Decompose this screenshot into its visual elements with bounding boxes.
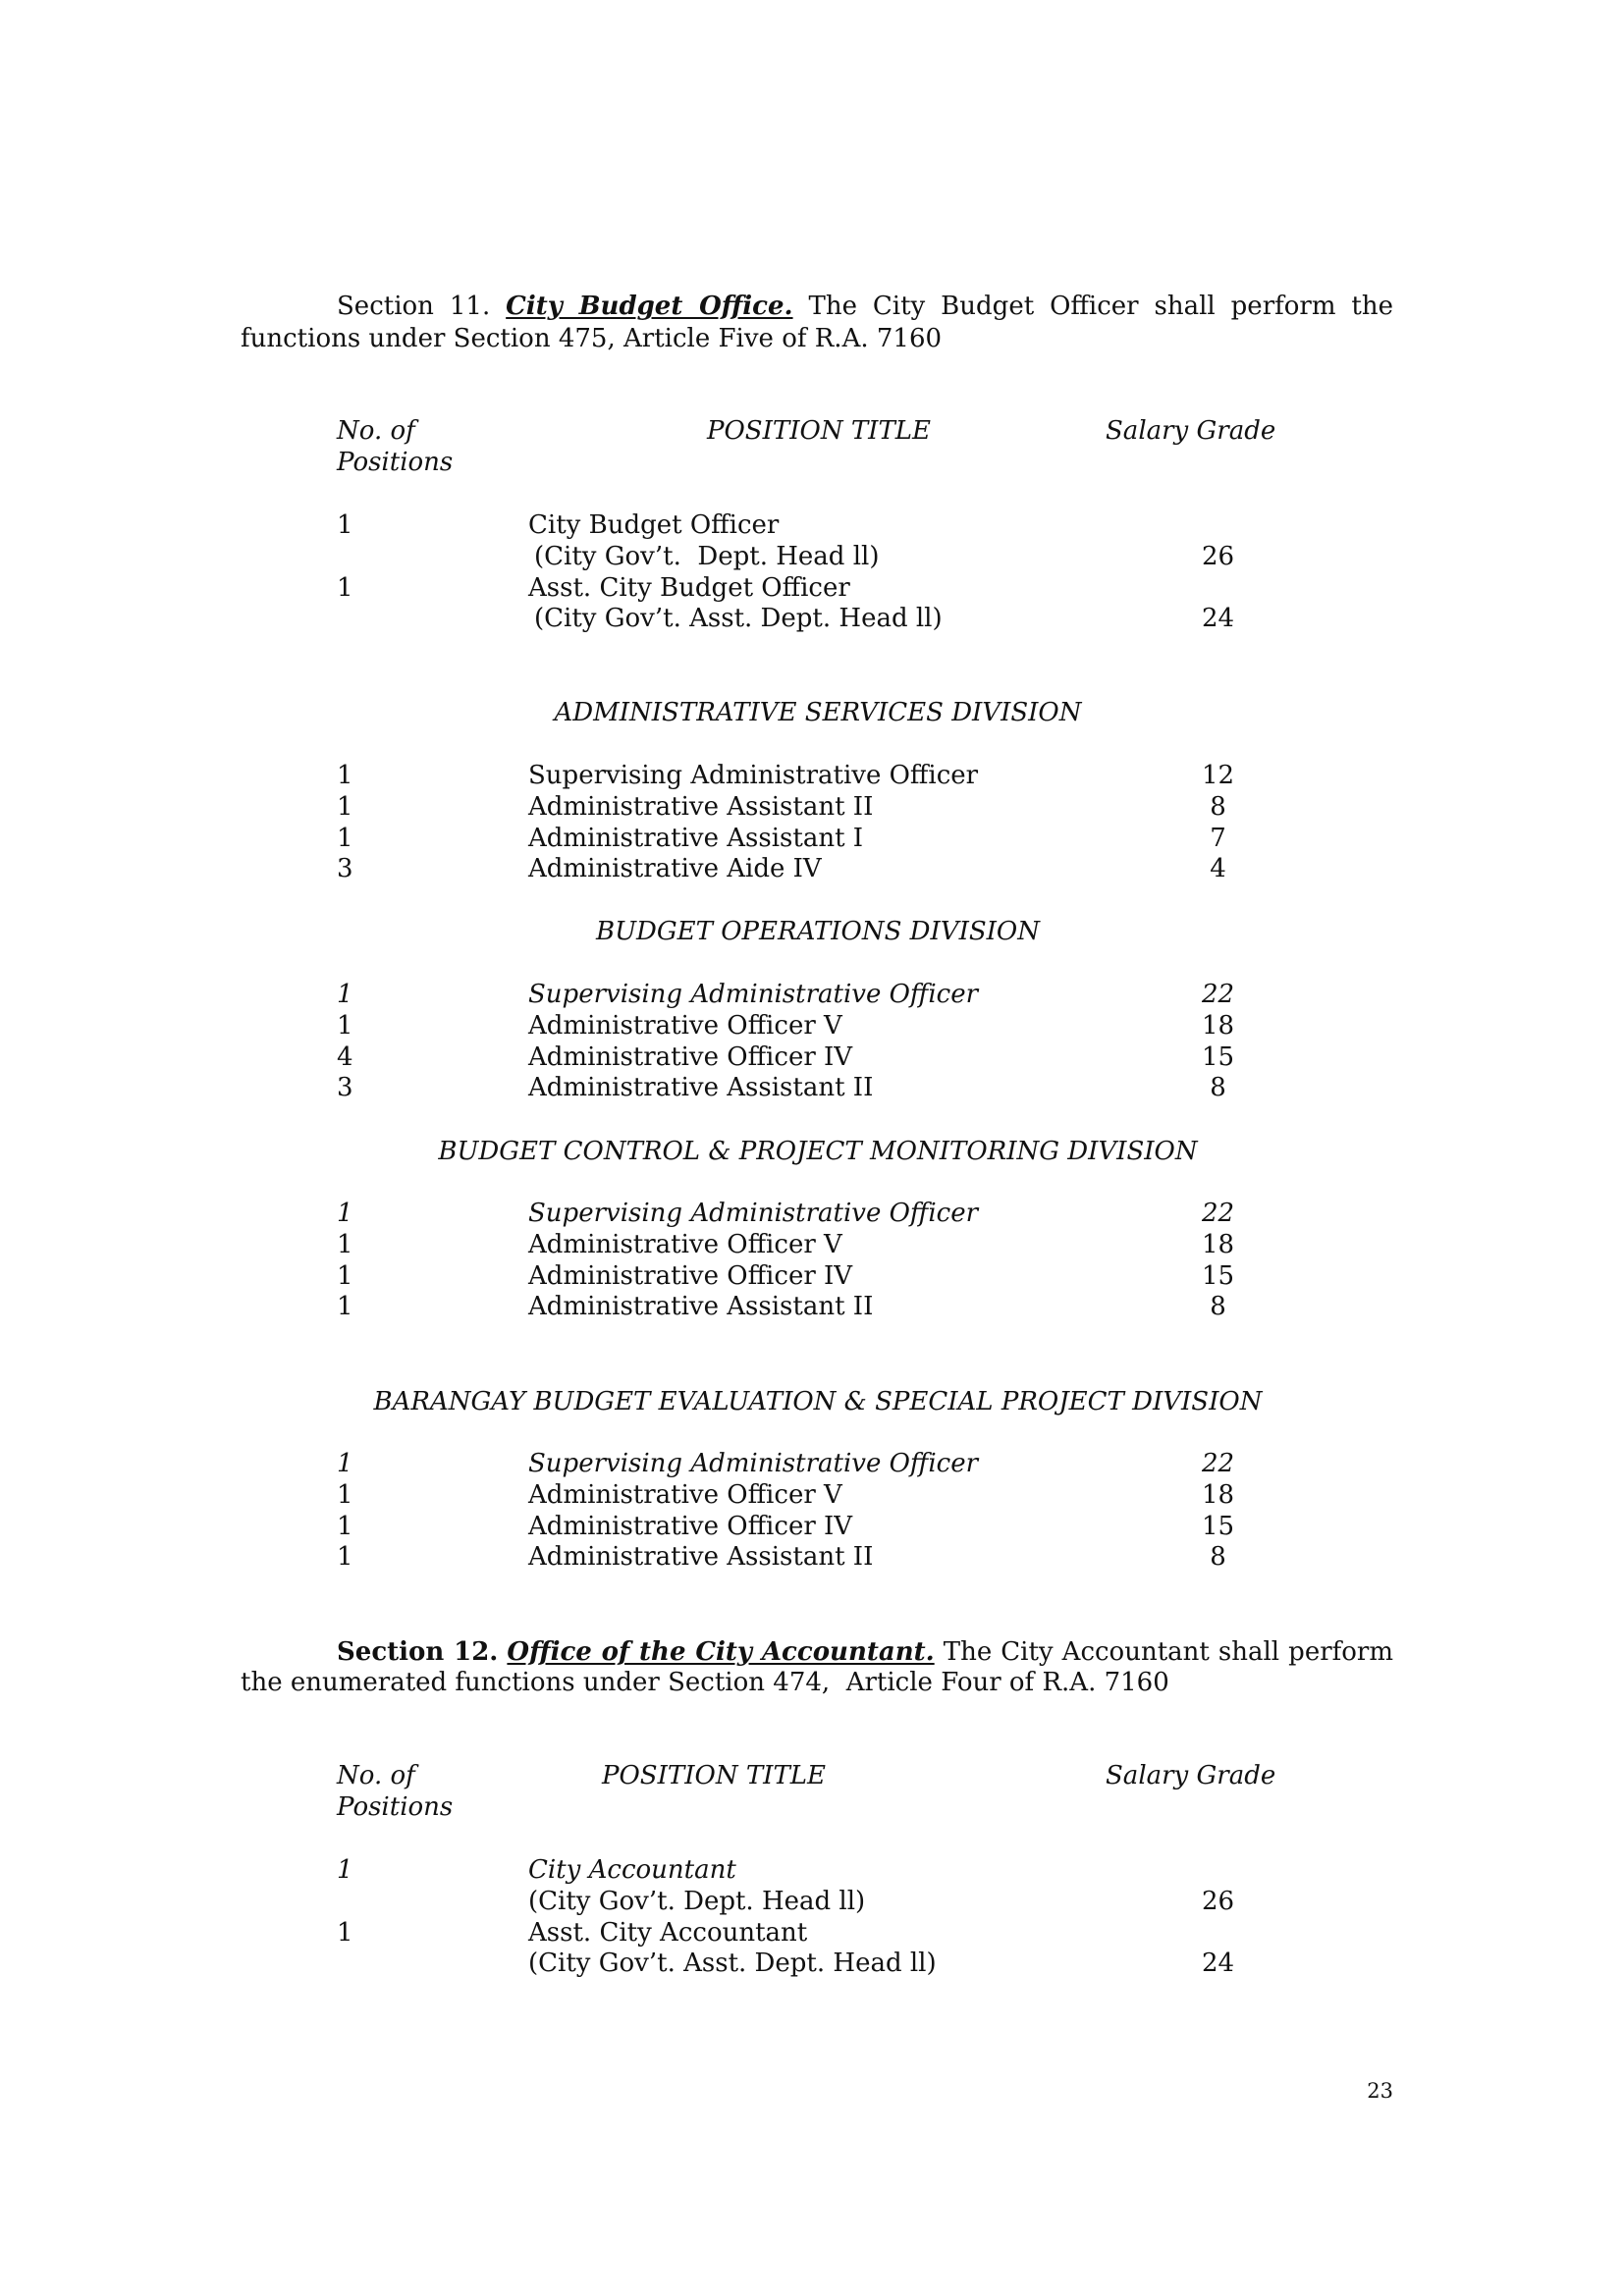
table-row (0, 542, 1623, 573)
table-row (0, 1887, 1623, 1918)
position-designation: (City Gov’t. Dept. Head ll) (528, 1886, 866, 1916)
section-11-first-line (337, 291, 1393, 322)
salary-grade: 8 (1210, 1292, 1226, 1322)
salary-grade: 4 (1210, 854, 1226, 884)
position-count: 1 (337, 510, 353, 540)
division-heading: BARANGAY BUDGET EVALUATION & SPECIAL PROJECT DIVISION (373, 1387, 1263, 1416)
column-header-position-title: POSITION TITLE (602, 1761, 827, 1790)
division-positions (0, 761, 1623, 885)
salary-grade: 18 (1201, 1479, 1235, 1510)
position-title: Asst. City Accountant (528, 1917, 808, 1948)
table-row (0, 604, 1623, 635)
table-row (0, 854, 1623, 885)
section-11-second-line: functions under Section 475, Article Five of R.A. 7160 (241, 324, 943, 353)
division-positions (0, 1199, 1623, 1323)
salary-grade: 26 (1201, 1886, 1235, 1916)
position-title: Administrative Officer V (528, 1229, 842, 1259)
position-designation: (City Gov’t. Asst. Dept. Head ll) (528, 1949, 937, 1979)
position-title: Administrative Assistant I (528, 823, 864, 853)
table-row (0, 1011, 1623, 1042)
division-heading: ADMINISTRATIVE SERVICES DIVISION (554, 698, 1082, 727)
position-count: 1 (337, 1449, 353, 1478)
section-11-text: The City Budget Officer shall perform the (808, 292, 1393, 321)
position-count: 1 (337, 1292, 353, 1322)
column-header-position-title: POSITION TITLE (707, 416, 932, 446)
section-12-second-line: the enumerated functions under Section 474, Article Four of R.A. 7160 (241, 1668, 1169, 1697)
position-count: 1 (337, 1010, 353, 1041)
section-12-first-line (337, 1636, 1393, 1668)
section-12-title: Office of the City Accountant. (507, 1637, 935, 1667)
section-12-office-positions (0, 1855, 1623, 1980)
table-header-row (0, 1761, 1623, 1792)
table-row (0, 510, 1623, 542)
position-count: 1 (337, 1229, 353, 1259)
position-designation: (City Gov’t. Asst. Dept. Head ll) (534, 604, 943, 634)
position-count: 3 (337, 1073, 353, 1103)
position-title: Administrative Assistant II (528, 1542, 874, 1573)
salary-grade: 24 (1201, 1949, 1235, 1979)
table-row (0, 1292, 1623, 1323)
position-title: Administrative Assistant II (528, 1073, 874, 1103)
position-count: 1 (337, 572, 353, 603)
salary-grade: 8 (1210, 1073, 1226, 1103)
table-header-row (0, 416, 1623, 448)
section-11-office-positions (0, 510, 1623, 635)
position-title: Asst. City Budget Officer (528, 572, 850, 603)
position-count: 1 (337, 1199, 353, 1228)
position-count: 1 (337, 1542, 353, 1573)
column-header-salary-grade: Salary Grade (1106, 1761, 1276, 1790)
table-row (0, 1949, 1623, 1980)
salary-grade: 15 (1201, 1260, 1235, 1291)
column-header-count-line2: Positions (337, 447, 454, 477)
position-count: 1 (337, 1511, 353, 1541)
position-title: Supervising Administrative Officer (528, 1199, 979, 1228)
position-title: Administrative Assistant II (528, 791, 874, 822)
position-count: 1 (337, 1479, 353, 1510)
table-row (0, 1855, 1623, 1887)
position-count: 1 (337, 1917, 353, 1948)
table-row (0, 1042, 1623, 1074)
table-header-row (0, 1792, 1623, 1824)
salary-grade: 22 (1201, 1449, 1235, 1478)
salary-grade: 18 (1201, 1229, 1235, 1259)
column-header-count: No. of (337, 1761, 415, 1790)
position-count: 1 (337, 823, 353, 853)
section-12-text: The City Accountant shall perform (943, 1637, 1393, 1667)
page-number: 23 (1367, 2079, 1393, 2103)
table-row (0, 1230, 1623, 1261)
salary-grade: 18 (1201, 1010, 1235, 1041)
salary-grade: 24 (1201, 604, 1235, 634)
position-title: Administrative Officer IV (528, 1041, 853, 1072)
salary-grade: 26 (1201, 541, 1235, 571)
column-header-count: No. of (337, 416, 415, 446)
table-row (0, 1449, 1623, 1480)
table-row (0, 1199, 1623, 1230)
position-title: City Budget Officer (528, 510, 780, 540)
position-title: Administrative Officer V (528, 1010, 842, 1041)
salary-grade: 8 (1210, 791, 1226, 822)
position-title: Supervising Administrative Officer (528, 1449, 979, 1478)
table-row (0, 1073, 1623, 1104)
section-12-table-header (0, 1761, 1623, 1824)
position-count: 1 (337, 1260, 353, 1291)
column-header-salary-grade: Salary Grade (1106, 416, 1276, 446)
position-title: Administrative Officer IV (528, 1260, 853, 1291)
position-count: 1 (337, 1855, 353, 1885)
section-11-label: Section 11. (337, 292, 491, 321)
position-count: 1 (337, 791, 353, 822)
table-row (0, 1480, 1623, 1512)
position-title: Administrative Officer IV (528, 1511, 853, 1541)
table-row (0, 824, 1623, 855)
position-count: 1 (337, 761, 353, 790)
position-title: Administrative Officer V (528, 1479, 842, 1510)
salary-grade: 12 (1201, 761, 1235, 790)
table-row (0, 1918, 1623, 1949)
division-heading: BUDGET CONTROL & PROJECT MONITORING DIVISION (438, 1137, 1198, 1166)
salary-grade: 15 (1201, 1041, 1235, 1072)
position-count: 4 (337, 1041, 353, 1072)
table-row (0, 1512, 1623, 1543)
position-title: City Accountant (528, 1855, 736, 1885)
position-title: Administrative Assistant II (528, 1292, 874, 1322)
salary-grade: 22 (1201, 1199, 1235, 1228)
table-row (0, 1261, 1623, 1293)
section-12-label: Section 12. (337, 1637, 499, 1667)
section-11-table-header (0, 416, 1623, 479)
position-count: 3 (337, 854, 353, 884)
position-title: Supervising Administrative Officer (528, 980, 979, 1009)
position-title: Administrative Aide IV (528, 854, 822, 884)
salary-grade: 7 (1210, 823, 1226, 853)
position-title: Supervising Administrative Officer (528, 761, 979, 790)
position-designation: (City Gov’t. Dept. Head ll) (534, 541, 880, 571)
division-positions (0, 980, 1623, 1104)
section-11-title: City Budget Office. (506, 292, 793, 321)
division-positions (0, 1449, 1623, 1574)
table-row (0, 761, 1623, 792)
table-row (0, 573, 1623, 605)
table-header-row (0, 448, 1623, 479)
position-count: 1 (337, 980, 353, 1009)
table-row (0, 792, 1623, 824)
salary-grade: 8 (1210, 1542, 1226, 1573)
division-heading: BUDGET OPERATIONS DIVISION (595, 917, 1040, 946)
column-header-count-line2: Positions (337, 1791, 454, 1822)
salary-grade: 15 (1201, 1511, 1235, 1541)
table-row (0, 980, 1623, 1011)
salary-grade: 22 (1201, 980, 1235, 1009)
table-row (0, 1542, 1623, 1574)
